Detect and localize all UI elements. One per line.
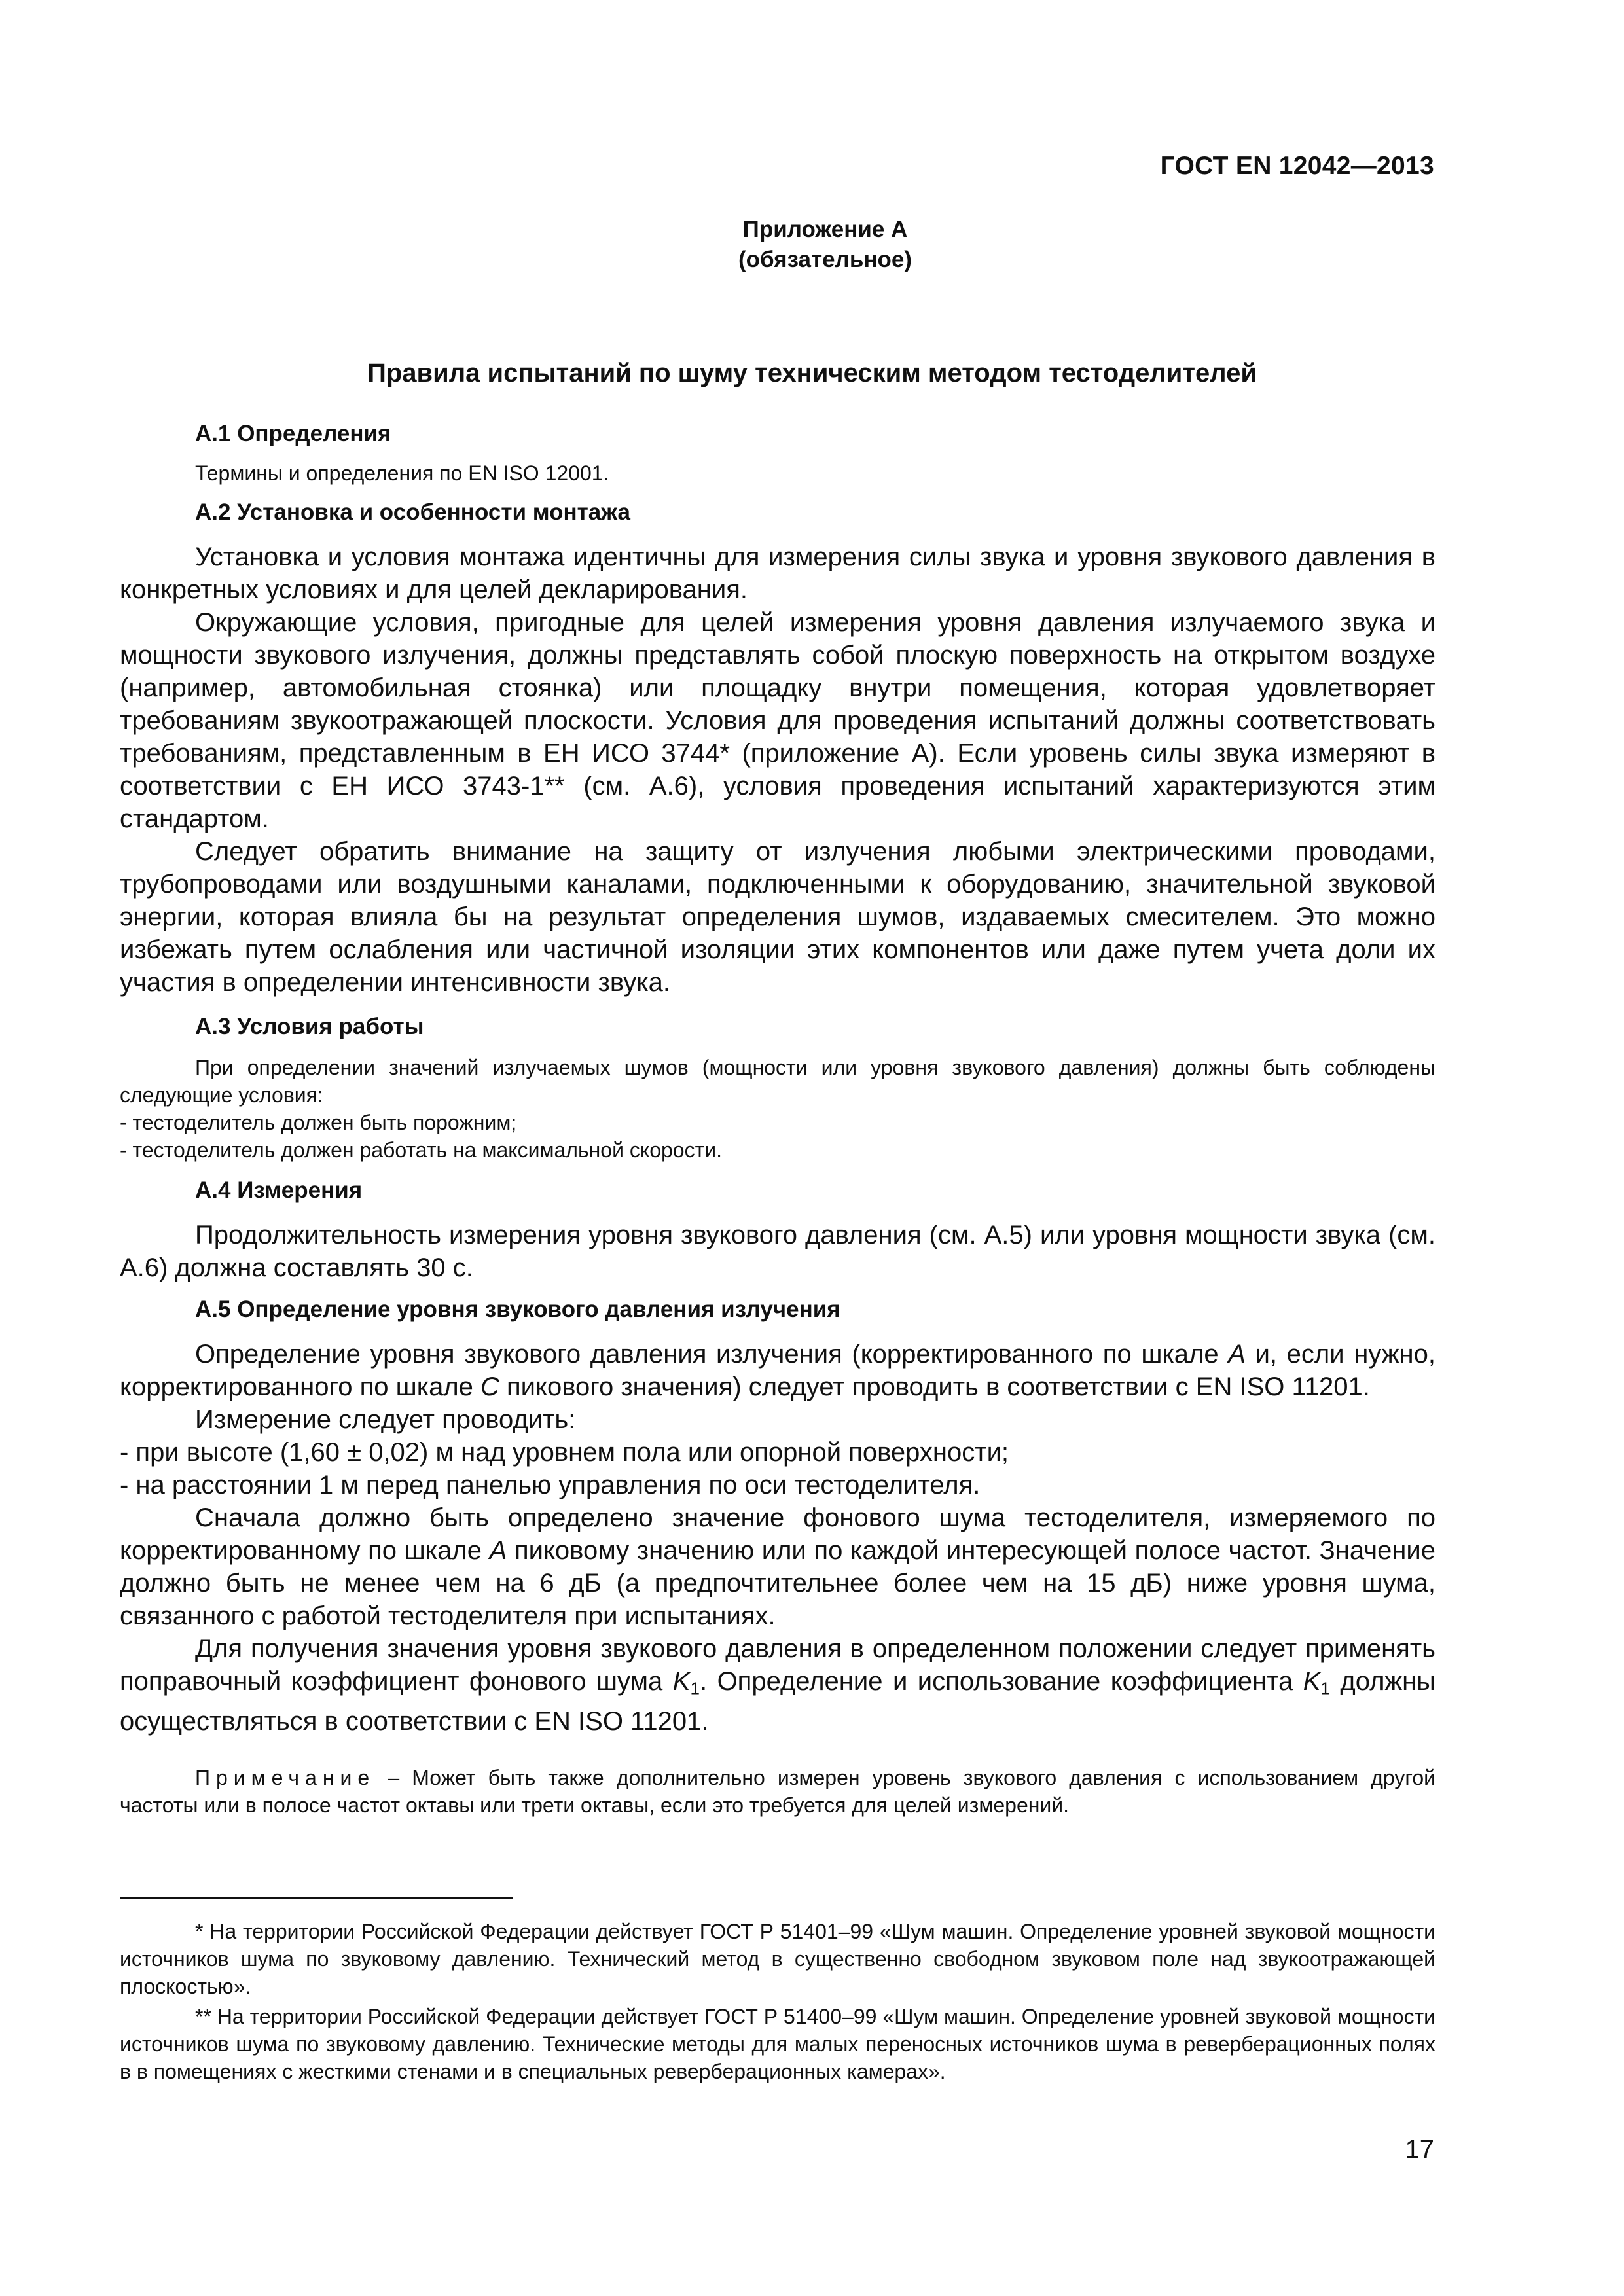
section-a1-text: Термины и определения по EN ISO 12001.: [195, 461, 609, 485]
footnotes: [120, 1918, 1435, 2088]
section-a2-paragraph-2: Окружающие условия, пригодные для целей измерения уровня давления излучаемого звука и мощности звукового излучения, должны представлять собой плоскую поверхность на открытом воздухе (например, автомобильная стоянка) или площадку внутри помещения, которая удовлетворяет требованиям звукоотражающей плоскости. Условия для проведения испытаний должны соответствовать требованиям, представленным в ЕН ИСО 3744* (приложение А). Если уровень силы звука измеряют в соответствии с ЕН ИСО 3743-1** (см. А.6), условия проведения испытаний характеризуются этим стандартом.: [120, 608, 1435, 833]
appendix-title: Приложение А: [742, 217, 908, 242]
standard-code: ГОСТ EN 12042—2013: [1160, 152, 1434, 180]
section-a5-note: Примечание – Может быть также дополнительно измерен уровень звукового давления с использованием другой частоты или в полосе частот октавы или трети октавы, если это требуется для целей измерений.: [120, 1765, 1435, 1817]
section-a5-paragraph-3: Сначала должно быть определено значение фонового шума тестоделителя, измеряемого по корректированному по шкале A пиковому значению или по каждой интересующей полосе частот. Значение должно быть не менее чем на 6 дБ (а предпочтительнее более чем на 15 дБ) ниже уровня шума, связанного с работой тестоделителя при испытаниях.: [120, 1503, 1435, 1630]
section-a5-paragraph-2: Измерение следует проводить:: [195, 1405, 576, 1434]
section-a4-heading: А.4 Измерения: [195, 1177, 363, 1203]
section-a3-heading: А.3 Условия работы: [195, 1014, 424, 1039]
section-a2-heading: А.2 Установка и особенности монтажа: [195, 499, 630, 525]
section-a2-paragraph-3: Следует обратить внимание на защиту от излучения любыми электрическими проводами, трубопроводами или воздушными каналами, подключенными к оборудованию, значительной звуковой энергии, которая влияла бы на результат определения шумов, издаваемых смесителем. Это можно избежать путем ослабления или частичной изоляции этих компонентов или даже путем учета доли их участия в определении интенсивности звука.: [120, 837, 1435, 997]
section-a3-intro: При определении значений излучаемых шумов (мощности или уровня звукового давления) должны быть соблюдены следующие условия:: [120, 1056, 1435, 1107]
appendix-heading: [0, 215, 1624, 275]
appendix-status: (обязательное): [738, 247, 912, 272]
section-a5-heading: А.5 Определение уровня звукового давления излучения: [195, 1297, 840, 1322]
section-a3-item-2: - тестоделитель должен работать на максимальной скорости.: [120, 1138, 723, 1162]
footnote-1: * На территории Российской Федерации действует ГОСТ Р 51401–99 «Шум машин. Определение уровней звуковой мощности источников шума по звуковому давлению. Технический метод в существенно свободном звуковом поле над звукоотражающей плоскостью».: [120, 1920, 1435, 1998]
section-a5-item-2: - на расстоянии 1 м перед панелью управления по оси тестоделителя.: [120, 1471, 981, 1499]
main-title: Правила испытаний по шуму техническим методом тестоделителей: [367, 359, 1257, 387]
footnote-divider: [120, 1897, 513, 1899]
section-a5-paragraph-4: Для получения значения уровня звукового давления в определенном положении следует применять поправочный коэффициент фонового шума $K_1$. Определение и использование коэффициента $K_1$ должны осуществляться в соответствии с EN ISO 11201.: [120, 1634, 1435, 1736]
footnote-2: ** На территории Российской Федерации действует ГОСТ Р 51400–99 «Шум машин. Определение уровней звуковой мощности источников шума по звуковому давлению. Технические методы для малых переносных источников шума в реверберационных полях в в помещениях с жесткими стенами и в специальных реверберационных камерах».: [120, 2005, 1435, 2083]
section-a5-item-1: - при высоте (1,60 ± 0,02) м над уровнем пола или опорной поверхности;: [120, 1438, 1009, 1467]
section-a1-heading: А.1 Определения: [195, 421, 391, 446]
section-a5-paragraph-1: Определение уровня звукового давления излучения (корректированного по шкале A и, если нужно, корректированного по шкале C пикового значения) следует проводить в соответствии с EN ISO 11201.: [120, 1340, 1435, 1401]
section-a4-text: Продолжительность измерения уровня звукового давления (см. А.5) или уровня мощности звука (см. А.6) должна составлять 30 с.: [120, 1221, 1435, 1282]
document-body: [120, 419, 1435, 1819]
page-number: 17: [1405, 2135, 1434, 2164]
section-a2-paragraph-1: Установка и условия монтажа идентичны для измерения силы звука и уровня звукового давления в конкретных условиях и для целей декларирования.: [120, 543, 1435, 604]
section-a3-item-1: - тестоделитель должен быть порожним;: [120, 1111, 517, 1134]
